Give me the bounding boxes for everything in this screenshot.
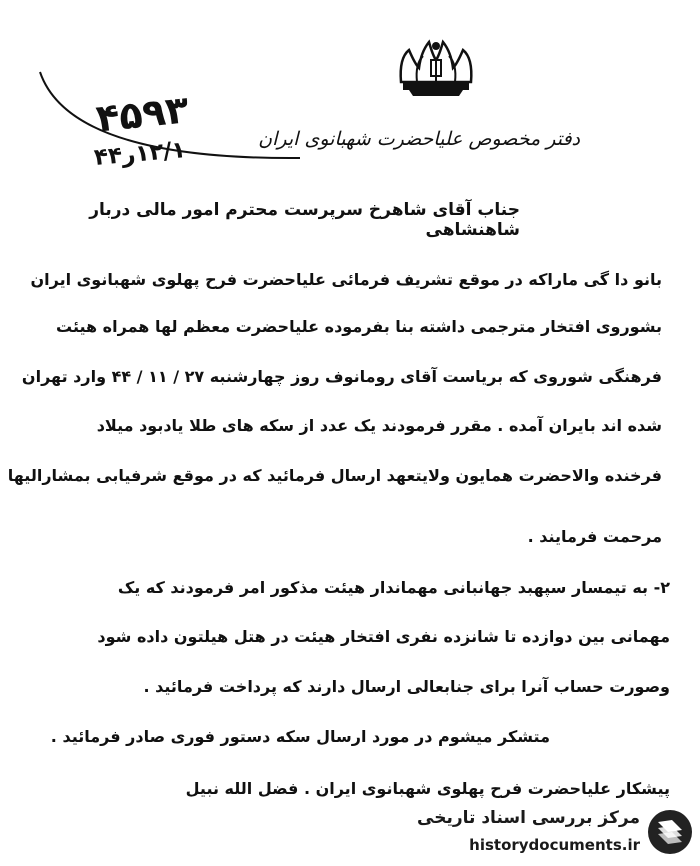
- body-line: شده اند بایران آمده . مقرر فرمودند یک عدد از سکه های طلا یادبود میلاد: [96, 416, 662, 435]
- watermark: [400, 802, 700, 866]
- document-date: ۱۲/۱ر۴۴: [93, 137, 187, 171]
- signature-line: پیشکار علیاحضرت فرح پهلوی شهبانوی ایران . فضل الله نبیل: [185, 779, 670, 798]
- watermark-site-name: مرکز بررسی اسناد تاریخی: [417, 808, 640, 828]
- watermark-url[interactable]: historydocuments.ir: [469, 836, 640, 854]
- document-number: ۴۵۹۳: [93, 87, 191, 141]
- letterhead-office: دفتر مخصوص علیاحضرت شهبانوی ایران: [258, 128, 580, 150]
- body-line: بشوروی افتخار مترجمی داشته بنا بفرموده علیاحضرت معظم لها همراه هیئت: [56, 317, 662, 336]
- letter-heading: جناب آقای شاهرخ سرپرست محترم امور مالی دربار شاهنشاهی: [89, 200, 520, 240]
- body-line: بانو دا گی ماراکه در موقع تشریف فرمائی علیاحضرت فرح پهلوی شهبانوی ایران: [30, 270, 662, 289]
- body-line: فرخنده والاحضرت همایون ولایتعهد ارسال فرمائید که در موقع شرفیابی بمشارالیها: [7, 466, 662, 485]
- body-line: متشکر میشوم در مورد ارسال سکه دستور فوری صادر فرمائید .: [50, 727, 550, 746]
- body-line: مهمانی بین دوازده تا شانزده نفری افتخار هیئت در هتل هیلتون داده شود: [97, 627, 670, 646]
- body-line: ۲- به تیمسار سپهبد جهانبانی مهماندار هیئت مذکور امر فرمودند که یک: [117, 578, 670, 597]
- body-line: مرحمت فرمایند .: [527, 527, 662, 546]
- archive-logo-icon: [646, 808, 694, 856]
- body-line: وصورت حساب آنرا برای جنابعالی ارسال دارند که پرداخت فرمائید .: [143, 677, 670, 696]
- body-line: فرهنگی شوروی که بریاست آقای رومانوف روز چهارشنبه ۲۷ / ۱۱ / ۴۴ وارد تهران: [21, 367, 662, 386]
- crown-icon: [395, 34, 477, 100]
